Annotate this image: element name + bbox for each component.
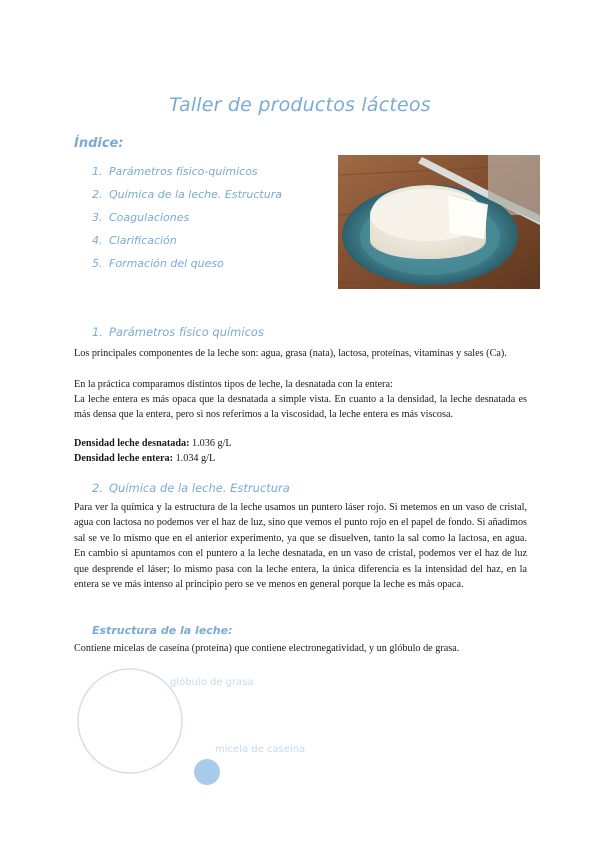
density-label: Densidad leche desnatada: (74, 438, 190, 449)
toc-item-number: 5. (92, 257, 103, 270)
fat-globule-label: glóbulo de grasa (170, 677, 254, 688)
paragraph: Los principales componentes de la leche son: agua, grasa (nata), lactosa, proteínas, vitaminas y sales (Ca). (74, 348, 507, 359)
subsection-heading: Estructura de la leche: (92, 624, 233, 637)
section-title: Química de la leche. Estructura (109, 481, 290, 495)
toc-item-label: Coagulaciones (109, 211, 190, 224)
casein-micelle-circle (194, 759, 220, 785)
toc-item-label: Formación del queso (109, 257, 224, 270)
toc-item[interactable] (92, 231, 282, 254)
paragraph: En la práctica comparamos distintos tipos de leche, la desnatada con la entera: (74, 379, 393, 390)
toc-item[interactable] (92, 254, 282, 277)
density-label: Densidad leche entera: (74, 453, 174, 464)
cheese-photo (338, 155, 540, 289)
density-value: 1.034 g/L (173, 453, 216, 464)
toc-item-label: Parámetros físico-químicos (109, 165, 258, 178)
toc-item-label: Química de la leche. Estructura (109, 188, 282, 201)
table-of-contents (92, 162, 282, 277)
section-number: 1. (92, 325, 103, 339)
section-number: 2. (92, 481, 103, 495)
cheese-photo-icon (338, 155, 540, 289)
document-title: Taller de productos lácteos (169, 94, 431, 116)
density-skimmed (74, 436, 232, 451)
toc-item-number: 4. (92, 234, 103, 247)
toc-item-number: 1. (92, 165, 103, 178)
section-2-heading (92, 481, 290, 495)
casein-micelle-label: micela de caseína (215, 744, 306, 755)
density-value: 1.036 g/L (189, 438, 232, 449)
paragraph: Contiene micelas de caseína (proteína) que contiene electronegatividad, y un glóbulo de grasa. (74, 643, 460, 654)
milk-structure-diagram (70, 665, 370, 785)
paragraph: La leche entera es más opaca que la desnatada a simple vista. En cuanto a la densidad, la leche desnatada es más densa que la entera, pero si nos referimos a la viscosidad, la leche entera es más viscosa. (74, 394, 527, 421)
density-whole (74, 451, 215, 466)
section-title: Parámetros físico químicos (109, 325, 264, 339)
toc-item-label: Clarificación (109, 234, 177, 247)
toc-item[interactable] (92, 162, 282, 185)
index-label: Índice: (74, 136, 124, 151)
toc-item-number: 3. (92, 211, 103, 224)
section-1-heading (92, 325, 264, 339)
fat-globule-circle (78, 669, 182, 773)
toc-item[interactable] (92, 185, 282, 208)
toc-item[interactable] (92, 208, 282, 231)
toc-item-number: 2. (92, 188, 103, 201)
paragraph: Para ver la química y la estructura de la leche usamos un puntero láser rojo. Si metemos en un vaso de cristal, agua con lactosa no podemos ver el haz de luz, sino que vemos el punto rojo en el papel de fondo. Si añadimos sal se ve lo mismo que en el anterior experimento, ya que se disuelven, tanto la sal como la lactosa, en agua. En cambio si apuntamos con el puntero a la leche desnatada, en un vaso de cristal, podemos ver el haz de luz que desprende el láser; lo mismo pasa con la leche entera, la única diferencia es la intensidad del haz, en la entera se ve más intenso al principio pero se ve menos en general porque la leche es más opaca. (74, 502, 527, 591)
